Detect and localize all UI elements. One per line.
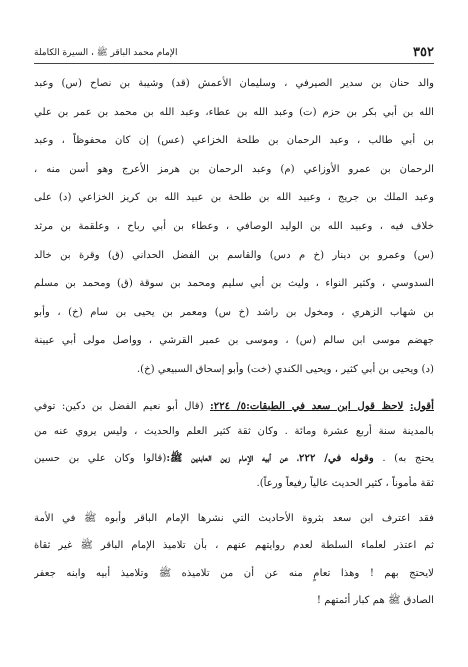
text-line: (س) وعمرو بن دينار (خ م دس) والقاسم بن الفضل الحداني (ق) وقرة بن خالد (34, 249, 434, 261)
text-line: السدوسي ، وكثير النواء ، وليث بن أبي سليم ومحمد بن سوقة (ق) ومحمد بن مسلم (34, 278, 434, 290)
body-text (34, 70, 434, 614)
source-reference: وقوله في/ ٢٢٢، عن أبيه الإمام زين العابدين ﷺ: (166, 451, 374, 464)
text-line: خلاف فيه ، وعبيد الله بن الوليد الوصافي ، وعطاء بن أبي رباح ، وعلقمة بن مرثد (34, 220, 434, 232)
paragraph-conclusion (34, 505, 434, 614)
paragraph-comment (34, 393, 434, 498)
text-line: والد حنان بن سدير الصيرفي ، وسليمان الأعمش (قد) وشيبة بن نصاح (س) وعبد (34, 78, 434, 89)
page-number: ٣٥٢ (413, 45, 434, 60)
comment-label: أقول: (409, 399, 434, 412)
text-line: بن أبي طالب ، وعبد الرحمان بن طلحة الخزاعي (عس) إن كان محفوظاً ، وعبد (34, 135, 434, 147)
text-line: بن شهاب الزهري ، ومخول بن راشد (خ س) ومعمر بن يحيى بن سام (خ) ، وأبو (34, 306, 434, 318)
text-line: لايحتج بهم ! وهذا تعامٍ منه عن أن من تلاميذه ﷺ وتلاميذ أبيه وابنه جعفر (34, 567, 434, 579)
text-line: بالمدينة سنة أربع عشرة ومائة . وكان ثقة كثير العلم والحديث ، وليس يروي عنه من (34, 425, 434, 437)
page-header (34, 42, 434, 64)
text-line: وعبد الملك بن جريج ، وعبيد الله بن طلحة بن عبيد الله بن كريز الخزاعي (د) على (34, 192, 434, 204)
text-line: جهضم موسى ابن سالم (س) ، وموسى بن عمير القرشي ، وواصل مولى أبي عيينة (34, 335, 434, 347)
text-line: الصادق ﷺ هم كبار أئمتهم ! (316, 594, 434, 606)
text-line (34, 393, 434, 419)
text-line: ثم اعتذر لعلماء السلطة لعدم روايتهم عنهم ، بأن تلاميذ الإمام الباقر ﷺ غير ثقاة (34, 540, 434, 552)
quote-text: يحتج به) . (373, 452, 434, 464)
text-line (34, 445, 434, 471)
running-title: الإمام محمد الباقر ﷺ ، السيرة الكاملة (34, 48, 178, 58)
source-reference: لاحظ قول ابن سعد في الطبقات:٥/ ٢٢٤: (209, 399, 404, 412)
text-line: الرحمان بن عمرو الأوزاعي (م) وعبد الرحمان بن هرمز الأعرج وهو أسن منه ، (34, 163, 434, 175)
text-line: (د) ويحيى بن أبي كثير ، ويحيى الكندي (خت) وأبو إسحاق السبيعي (خ). (136, 363, 434, 375)
quote-text: (قال أبو نعيم الفضل بن دكين: توفي (34, 400, 210, 412)
text-line: الله بن أبي بكر بن حزم (ت) وعبد الله بن عطاء، وعبد الله بن محمد بن عمر بن علي (34, 106, 434, 118)
text-line: فقد اعترف ابن سعد بثروة الأحاديث التي نشرها الإمام الباقر وأبوه ﷺ في الأمة (34, 513, 434, 525)
quote-text: (قالوا وكان علي بن حسين (34, 452, 167, 464)
paragraph-narrators (34, 70, 434, 385)
text-line: ثقة مأموناً ، كثير الحديث عالياً رفيعاً ورعاً). (256, 478, 434, 490)
